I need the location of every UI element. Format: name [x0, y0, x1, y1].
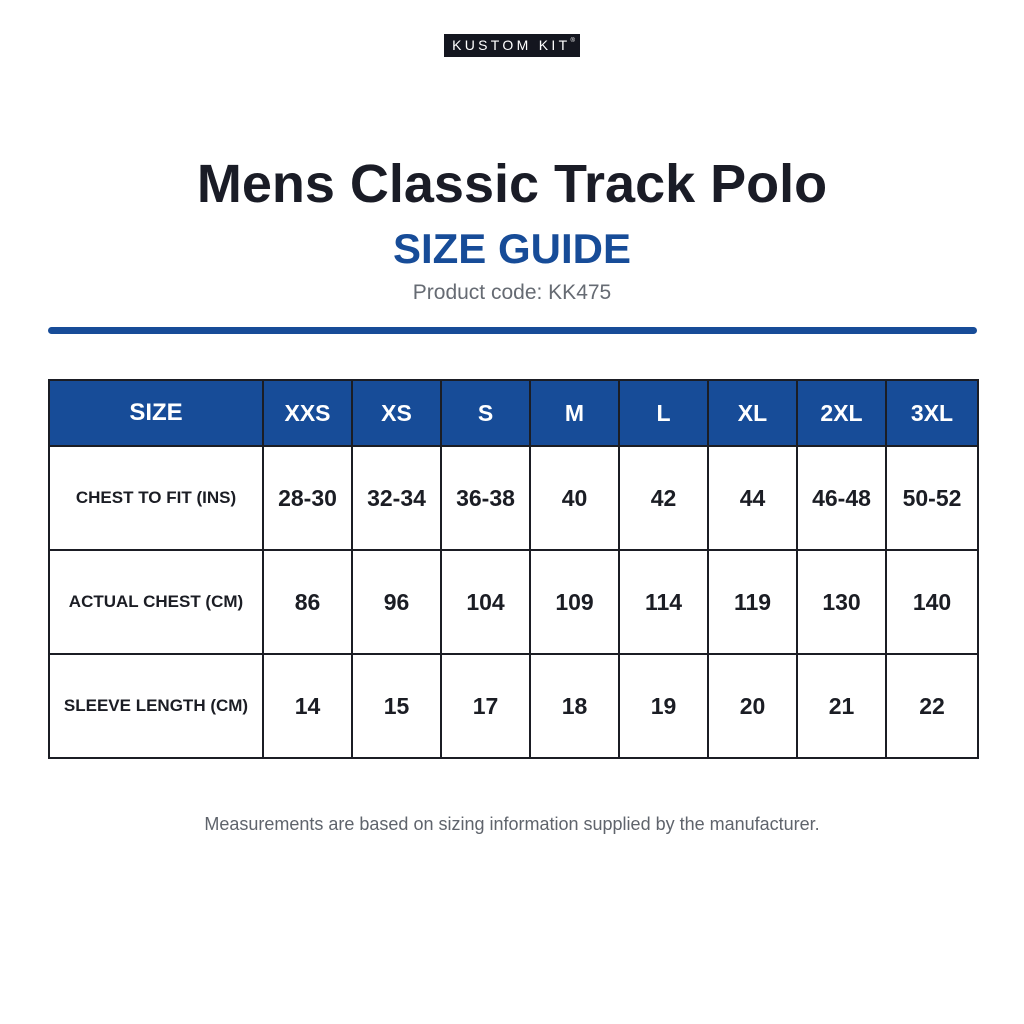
table-cell: 50-52 [886, 446, 978, 550]
table-cell: 140 [886, 550, 978, 654]
footnote: Measurements are based on sizing information supplied by the manufacturer. [204, 814, 820, 834]
header-size-label: SIZE [49, 380, 263, 446]
table-cell: 104 [441, 550, 530, 654]
table-row-chest-to-fit [49, 446, 978, 550]
row-label: SLEEVE LENGTH (CM) [49, 654, 263, 758]
table-header-row [49, 380, 978, 446]
row-label: CHEST TO FIT (INS) [49, 446, 263, 550]
table-cell: 15 [352, 654, 441, 758]
table-cell: 119 [708, 550, 797, 654]
table-row-actual-chest [49, 550, 978, 654]
row-label: ACTUAL CHEST (CM) [49, 550, 263, 654]
page-subtitle: SIZE GUIDE [392, 225, 632, 272]
header-size-m: M [530, 380, 619, 446]
table-cell: 44 [708, 446, 797, 550]
header-size-2xl: 2XL [797, 380, 886, 446]
divider [48, 327, 977, 334]
registered-mark: ® [570, 38, 575, 44]
header-size-xs: XS [352, 380, 441, 446]
table-cell: 18 [530, 654, 619, 758]
table-cell: 42 [619, 446, 708, 550]
table-cell: 20 [708, 654, 797, 758]
table-cell: 28-30 [263, 446, 352, 550]
table-cell: 14 [263, 654, 352, 758]
table-cell: 36-38 [441, 446, 530, 550]
table-cell: 21 [797, 654, 886, 758]
table-cell: 22 [886, 654, 978, 758]
table-cell: 40 [530, 446, 619, 550]
header-size-s: S [441, 380, 530, 446]
header-size-3xl: 3XL [886, 380, 978, 446]
table-cell: 96 [352, 550, 441, 654]
size-table [48, 379, 979, 759]
table-cell: 114 [619, 550, 708, 654]
brand-logo-text: KUSTOM KIT [452, 37, 571, 53]
page-title: Mens Classic Track Polo [196, 154, 828, 214]
product-code: Product code: KK475 [412, 281, 612, 304]
table-cell: 109 [530, 550, 619, 654]
table-row-sleeve-length [49, 654, 978, 758]
brand-logo [444, 34, 580, 57]
header-size-l: L [619, 380, 708, 446]
table-cell: 46-48 [797, 446, 886, 550]
header-size-xxs: XXS [263, 380, 352, 446]
table-cell: 19 [619, 654, 708, 758]
table-cell: 86 [263, 550, 352, 654]
table-cell: 32-34 [352, 446, 441, 550]
table-cell: 17 [441, 654, 530, 758]
header-size-xl: XL [708, 380, 797, 446]
table-cell: 130 [797, 550, 886, 654]
